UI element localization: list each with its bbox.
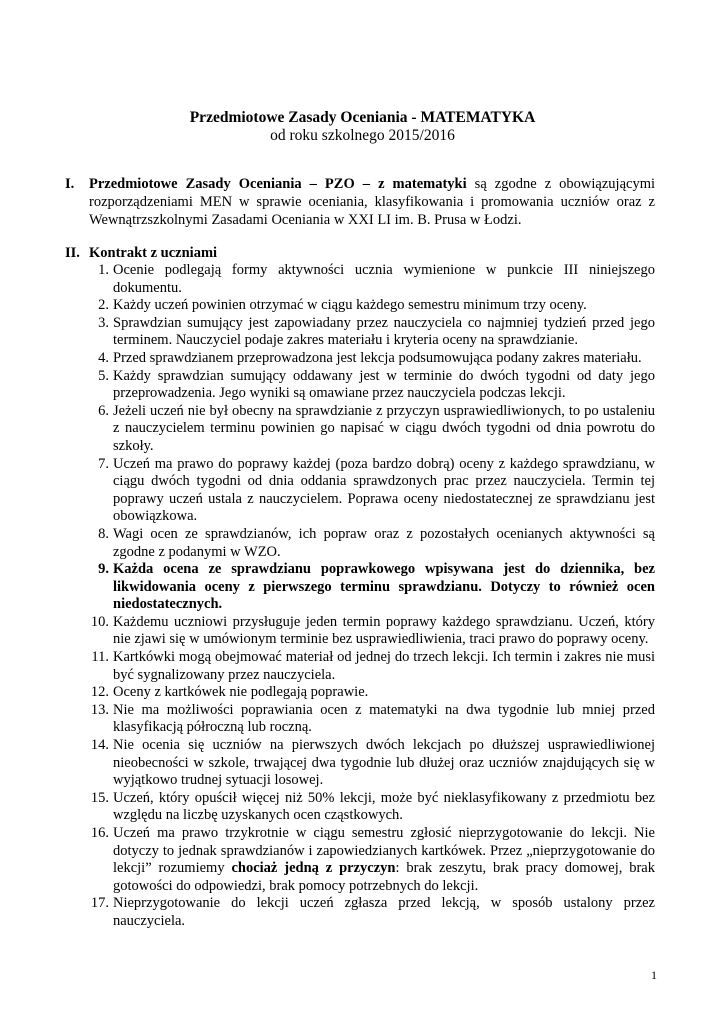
list-item <box>65 262 655 297</box>
item-number: 6 . <box>83 403 109 421</box>
contract-list <box>65 262 655 931</box>
list-item <box>65 297 655 315</box>
list-item <box>65 702 655 737</box>
section-1 <box>65 175 655 229</box>
item-text: Wagi ocen ze sprawdzianów, ich popraw oraz z pozostałych ocenianych aktywności są zgodne z podanymi w WZO. <box>113 525 655 560</box>
section-2 <box>65 244 655 931</box>
item-number: 14 . <box>83 737 109 755</box>
section-1-bold-lead: Przedmiotowe Zasady Oceniania – PZO – z matematyki <box>89 176 467 192</box>
list-item <box>65 403 655 456</box>
page-number: 1 <box>651 968 657 982</box>
item-number: 16 . <box>83 825 109 843</box>
item-text: Kartkówki mogą obejmować materiał od jednej do trzech lekcji. Ich termin i zakres nie musi być sygnalizowany przez nauczyciela. <box>113 649 655 683</box>
list-item <box>65 895 655 930</box>
item-text-a: Uczeń ma prawo trzykrotnie w ciągu semestru zgłosić nieprzygotowanie do lekcji. Nie dotyczy to jednak sprawdzianów i zapowiedzianych kartkówek. Przez „nieprzygotowanie do lekcji” rozumiemy <box>113 825 655 877</box>
section-1-number: I. <box>65 176 75 192</box>
list-item-bold <box>65 561 655 614</box>
list-item <box>65 614 655 649</box>
item-number: 4 . <box>83 350 109 368</box>
item-number: 15 . <box>83 790 109 808</box>
item-text: Każdy uczeń powinien otrzymać w ciągu każdego semestru minimum trzy oceny. <box>113 297 587 314</box>
item-text: Przed sprawdzianem przeprowadzona jest lekcja podsumowująca podany zakres materiału. <box>113 349 642 366</box>
item-number: 3 . <box>83 315 109 333</box>
item-text: Każdemu uczniowi przysługuje jeden termin poprawy każdego sprawdzianu. Uczeń, który nie zjawi się w umówionym terminie bez usprawiedliwienia, traci prawo do poprawy oceny. <box>113 613 655 648</box>
item-text: Sprawdzian sumujący jest zapowiadany przez nauczyciela co najmniej tydzień przed jego terminem. Nauczyciel podaje zakres materiału i kryteria oceny na sprawdzianie. <box>113 314 655 349</box>
item-number: 5 . <box>83 368 109 386</box>
item-text-b: : brak zeszytu, brak pracy domowej, brak gotowości do odpowiedzi, brak pomocy potrzebnych do lekcji. <box>113 860 655 894</box>
item-text: Ocenie podlegają formy aktywności ucznia wymienione w punkcie III niniejszego dokumentu. <box>113 262 655 296</box>
section-1-paragraph <box>89 175 655 229</box>
list-item <box>65 526 655 561</box>
item-number: 7 . <box>83 456 109 474</box>
item-number: 10 . <box>83 614 109 632</box>
list-item <box>65 649 655 684</box>
list-item <box>65 737 655 790</box>
document-title: Przedmiotowe Zasady Oceniania - MATEMATYKA <box>189 109 536 126</box>
item-number: 13 . <box>83 702 109 720</box>
item-text: Uczeń ma prawo do poprawy każdej (poza bardzo dobrą) oceny z każdego sprawdzianu, w ciągu dwóch tygodni od dnia oddania sprawdzonych prac przez nauczyciela. Termin tej poprawy uczeń ustala z nauczycielem. Poprawa oceny niedostatecznej ze sprawdzianu jest obowiązkowa. <box>113 455 655 525</box>
item-number: 12 . <box>83 684 109 702</box>
item-text: Nie ocenia się uczniów na pierwszych dwóch lekcjach po dłuższej usprawiedliwionej nieobecności w szkole, trwającej dwa tygodnie lub dłużej oraz uczniów znajdujących się w wyjątkowo trudnej sytuacji losowej. <box>113 737 655 789</box>
item-text: Nie ma możliwości poprawiania ocen z matematyki na dwa tygodnie lub mniej przed klasyfikacją półroczną lub roczną. <box>113 701 655 736</box>
item-number: 9 . <box>83 561 109 579</box>
item-text: Jeżeli uczeń nie był obecny na sprawdzianie z przyczyn usprawiedliwionych, to po ustaleniu z nauczycielem terminu powinien go napisać w ciągu dwóch tygodni od dnia powrotu do szkoły. <box>113 402 655 454</box>
list-item <box>65 315 655 350</box>
list-item <box>65 684 655 702</box>
section-1-text: są zgodne z obowiązującymi rozporządzeniami MEN w sprawie oceniania, klasyfikowania i promowania uczniów oraz z Wewnątrzszkolnymi Zasadami Oceniania w XXI LI im. B. Prusa w Łodzi. <box>89 176 656 228</box>
list-item <box>65 368 655 403</box>
item-number: 2 . <box>83 297 109 315</box>
item-number: 8 . <box>83 526 109 544</box>
list-item <box>65 790 655 825</box>
item-text: Uczeń, który opuścił więcej niż 50% lekcji, może być nieklasyfikowany z przedmiotu bez względu na liczbę uzyskanych ocen cząstkowych. <box>113 789 655 824</box>
list-item <box>65 350 655 368</box>
item-number: 1 . <box>83 262 109 280</box>
item-text-bold: chociaż jedną z przyczyn <box>231 860 396 877</box>
item-text: Każda ocena ze sprawdzianu poprawkowego wpisywana jest do dziennika, bez likwidowania oceny z pierwszego terminu sprawdzianu. Dotyczy to również ocen niedostatecznych. <box>113 561 655 613</box>
item-number: 11 . <box>83 649 109 667</box>
list-item <box>65 456 655 526</box>
item-number: 17 . <box>83 895 109 913</box>
item-text: Nieprzygotowanie do lekcji uczeń zgłasza przed lekcją, w sposób ustalony przez nauczyciela. <box>113 895 655 929</box>
document-subtitle: od roku szkolnego 2015/2016 <box>270 127 455 144</box>
section-2-number: II. <box>65 245 80 261</box>
item-text: Oceny z kartkówek nie podlegają poprawie. <box>113 684 369 701</box>
list-item <box>65 825 655 895</box>
section-2-heading: Kontrakt z uczniami <box>89 245 218 261</box>
item-text: Każdy sprawdzian sumujący oddawany jest w terminie do dwóch tygodni od daty jego przeprowadzenia. Jego wyniki są omawiane przez nauczyciela podczas lekcji. <box>113 367 655 402</box>
